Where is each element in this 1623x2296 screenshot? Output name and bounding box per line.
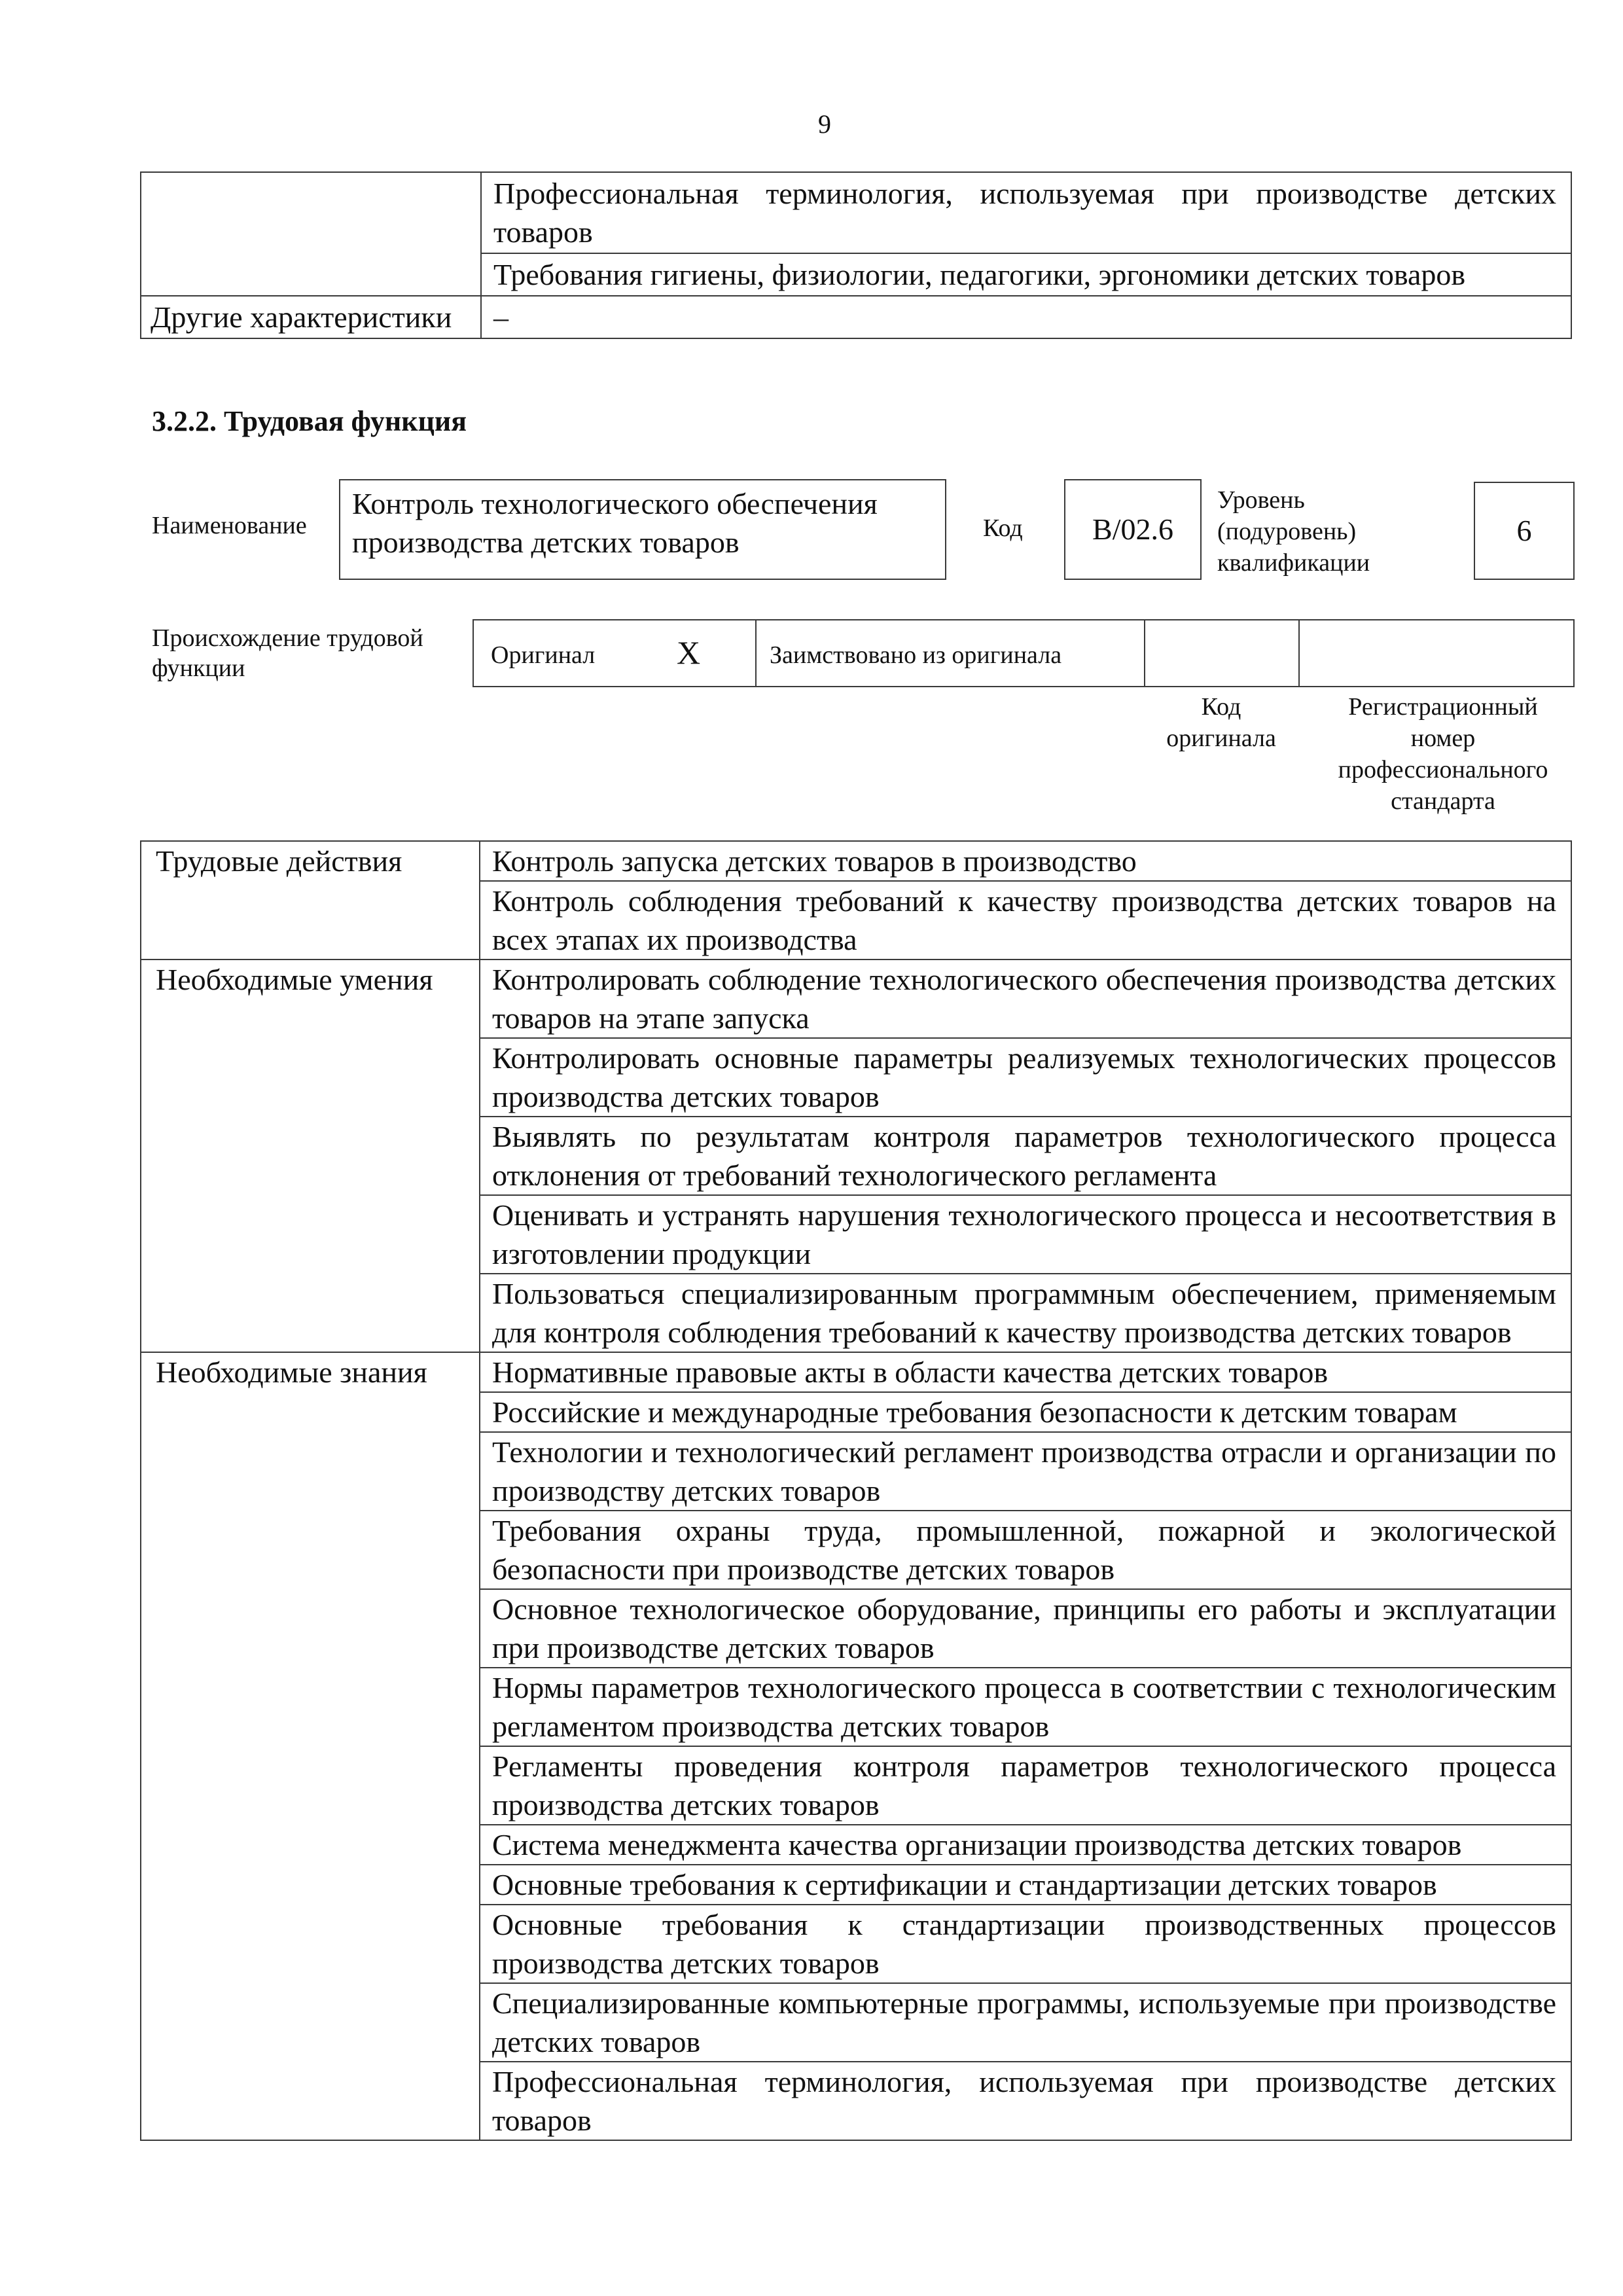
- borrowed-label: Заимствовано из оригинала: [770, 641, 1062, 669]
- table-row: [141, 960, 1571, 1038]
- divider: [755, 620, 757, 686]
- table-cell-value: Нормы параметров технологического процесса в соответствии с технологическим регламентом производства детских товаров: [480, 1668, 1571, 1746]
- original-code-caption: [1144, 691, 1298, 754]
- table-cell-value: Контролировать основные параметры реализуемых технологических процессов производства детских товаров: [480, 1038, 1571, 1117]
- table-cell-value: Профессиональная терминология, используемая при производстве детских товаров: [480, 2062, 1571, 2140]
- group-label: Необходимые умения: [141, 960, 480, 1352]
- table-cell-value: Требования охраны труда, промышленной, пожарной и экологической безопасности при производстве детских товаров: [480, 1511, 1571, 1589]
- code-label: Код: [983, 514, 1023, 542]
- table-row: [141, 172, 1571, 253]
- table-row: [141, 1352, 1571, 1392]
- table-cell-label: Другие характеристики: [141, 296, 481, 338]
- table-cell-value: Профессиональная терминология, используемая при производстве детских товаров: [481, 172, 1571, 253]
- caption-line: стандарта: [1391, 787, 1495, 815]
- caption-line: Регистрационный: [1348, 693, 1538, 721]
- table-cell-value: Основное технологическое оборудование, принципы его работы и эксплуатации при производстве детских товаров: [480, 1589, 1571, 1668]
- table-cell-label: [141, 172, 481, 296]
- table-cell-value: Специализированные компьютерные программы, используемые при производстве детских товаров: [480, 1983, 1571, 2062]
- group-label: Трудовые действия: [141, 841, 480, 960]
- table-cell-value: Контроль запуска детских товаров в производство: [480, 841, 1571, 881]
- table-cell-value: Контроль соблюдения требований к качеству производства детских товаров на всех этапах их производства: [480, 881, 1571, 960]
- page-number: 9: [818, 109, 831, 139]
- original-mark: X: [677, 634, 701, 671]
- level-label-line: Уровень: [1217, 486, 1305, 514]
- table-cell-value: Контролировать соблюдение технологического обеспечения производства детских товаров на этапе запуска: [480, 960, 1571, 1038]
- table-cell-value: Российские и международные требования безопасности к детским товарам: [480, 1392, 1571, 1432]
- table-cell-value: Основные требования к стандартизации производственных процессов производства детских товаров: [480, 1905, 1571, 1983]
- divider: [1144, 620, 1145, 686]
- table-cell-value: Требования гигиены, физиологии, педагогики, эргономики детских товаров: [481, 253, 1571, 296]
- table-cell-value: –: [481, 296, 1571, 338]
- table-cell-value: Пользоваться специализированным программным обеспечением, применяемым для контроля соблюдения требований к качеству производства детских товаров: [480, 1274, 1571, 1352]
- origin-label-line: функции: [152, 655, 245, 682]
- section-title: 3.2.2. Трудовая функция: [152, 405, 467, 437]
- original-label: Оригинал: [491, 641, 596, 669]
- origin-table: [473, 619, 1575, 687]
- table-cell-value: Оценивать и устранять нарушения технологического процесса и несоответствия в изготовлении продукции: [480, 1195, 1571, 1274]
- function-code-box: B/02.6: [1064, 479, 1202, 580]
- continuation-table: [140, 171, 1572, 339]
- level-label-line: квалификации: [1217, 549, 1370, 577]
- registration-number-caption: [1309, 691, 1577, 817]
- qualification-level-label: [1217, 484, 1370, 579]
- labor-function-table: [140, 840, 1572, 2141]
- table-cell-value: Основные требования к сертификации и стандартизации детских товаров: [480, 1865, 1571, 1905]
- table-row: [141, 841, 1571, 881]
- table-cell-value: Нормативные правовые акты в области качества детских товаров: [480, 1352, 1571, 1392]
- function-name-box: Контроль технологического обеспечения производства детских товаров: [339, 479, 946, 580]
- origin-label: [152, 623, 423, 683]
- caption-line: профессионального: [1338, 756, 1548, 783]
- caption-line: Код: [1201, 693, 1241, 721]
- table-row: [141, 296, 1571, 338]
- level-label-line: (подуровень): [1217, 518, 1357, 545]
- group-label: Необходимые знания: [141, 1352, 480, 2140]
- table-cell-value: Регламенты проведения контроля параметров технологического процесса производства детских товаров: [480, 1746, 1571, 1825]
- table-cell-value: Выявлять по результатам контроля параметров технологического процесса отклонения от требований технологического регламента: [480, 1117, 1571, 1195]
- name-label: Наименование: [152, 512, 307, 539]
- caption-line: номер: [1410, 725, 1476, 752]
- qualification-level-box: 6: [1474, 482, 1575, 580]
- table-cell-value: Технологии и технологический регламент производства отрасли и организации по производству детских товаров: [480, 1432, 1571, 1511]
- table-cell-value: Система менеджмента качества организации производства детских товаров: [480, 1825, 1571, 1865]
- origin-label-line: Происхождение трудовой: [152, 624, 423, 652]
- caption-line: оригинала: [1166, 725, 1276, 752]
- divider: [1298, 620, 1300, 686]
